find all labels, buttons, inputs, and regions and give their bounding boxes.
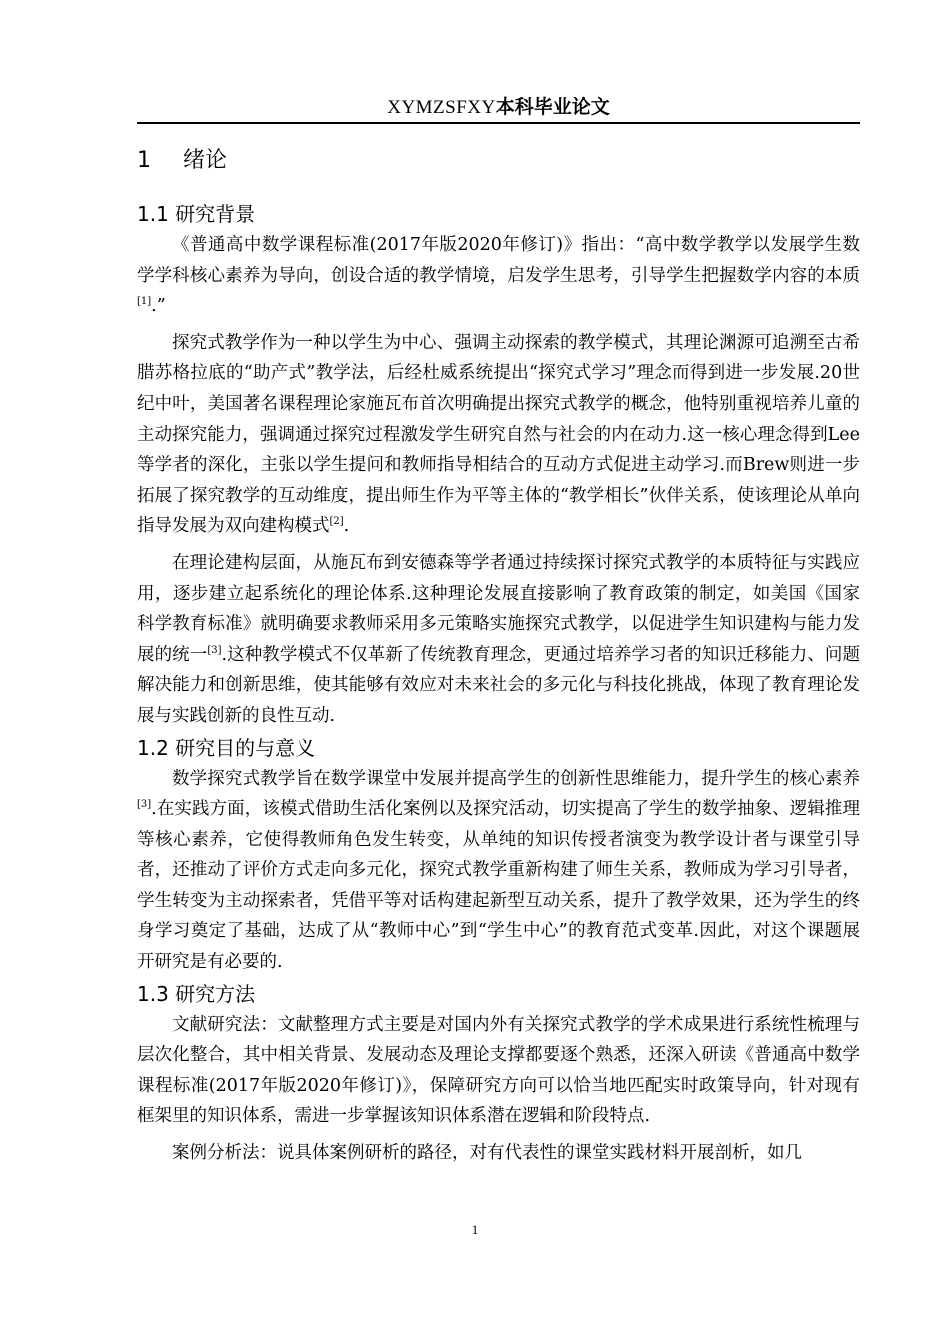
chapter-heading bbox=[137, 146, 860, 176]
section-heading: 1.1 研究背景 bbox=[137, 202, 256, 226]
paragraph: 案例分析法：说具体案例研析的路径，对有代表性的课堂实践材料开展剖析，如几 bbox=[172, 1143, 802, 1164]
paragraph: 《普通高中数学课程标准(2017年版2020年修订)》指出：“高中数学教学以发展学生数学学科核心素养为导向，创设合适的教学情境，启发学生思考，引导学生把握数学内容的本质[1].” bbox=[137, 235, 860, 317]
document-body bbox=[137, 134, 860, 1169]
paragraph: 探究式教学作为一种以学生为中心、强调主动探索的教学模式，其理论渊源可追溯至古希腊苏格拉底的“助产式”教学法，后经杜威系统提出“探究式学习”理念而得到进一步发展.20世纪中叶，美国著名课程理论家施瓦布首次明确提出探究式教学的概念，他特别重视培养儿童的主动探究能力，强调通过探究过程激发学生研究自然与社会的内在动力.这一核心理念得到Lee等学者的深化，主张以学生提问和教师指导相结合的互动方式促进主动学习.而Brew则进一步拓展了探究教学的互动维度，提出师生作为平等主体的“教学相长”伙伴关系，使该理论从单向指导发展为双向建构模式[2]. bbox=[137, 332, 860, 537]
header-title: 本科毕业论文 bbox=[495, 96, 610, 118]
paragraph: 文献研究法：文献整理方式主要是对国内外有关探究式教学的学术成果进行系统性梳理与层次化整合，其中相关背景、发展动态及理论支撑都要逐个熟悉，还深入研读《普通高中数学课程标准(2017年版2020年修订)》，保障研究方向可以恰当地匹配实时政策导向，针对现有框架里的知识体系，需进一步掌握该知识体系潜在逻辑和阶段特点. bbox=[137, 1014, 860, 1127]
chapter-number: 1 bbox=[137, 148, 151, 173]
citation: [2] bbox=[329, 516, 344, 528]
page-number: 1 bbox=[471, 1222, 479, 1237]
page-header bbox=[137, 92, 860, 124]
paragraph: 数学探究式教学旨在数学课堂中发展并提高学生的创新性思维能力，提升学生的核心素养[3].在实践方面，该模式借助生活化案例以及探究活动，切实提高了学生的数学抽象、逻辑推理等核心素养，它使得教师角色发生转变，从单纯的知识传授者演变为教学设计者与课堂引导者，还推动了评价方式走向多元化，探究式教学重新构建了师生关系，教师成为学习引导者，学生转变为主动探索者，凭借平等对话构建起新型互动关系，提升了教学效果，还为学生的终身学习奠定了基础，达成了从“教师中心”到“学生中心”的教育范式变革.因此，对这个课题展开研究是有必要的. bbox=[137, 768, 860, 973]
citation: [3] bbox=[207, 644, 222, 656]
section-heading: 1.3 研究方法 bbox=[137, 981, 256, 1006]
citation: [1] bbox=[137, 296, 152, 308]
chapter-title: 绪论 bbox=[183, 148, 228, 173]
citation: [3] bbox=[137, 799, 152, 811]
paragraph: 在理论建构层面，从施瓦布到安德森等学者通过持续探讨探究式教学的本质特征与实践应用，逐步建立起系统化的理论体系.这种理论发展直接影响了教育政策的制定，如美国《国家科学教育标准》就明确要求教师采用多元策略实施探究式教学，以促进学生知识建构与能力发展的统一[3].这种教学模式不仅革新了传统教育理念，更通过培养学习者的知识迁移能力、问题解决能力和创新思维，使其能够有效应对未来社会的多元化与科技化挑战，体现了教育理论发展与实践创新的良性互动. bbox=[137, 552, 860, 726]
section-heading: 1.2 研究目的与意义 bbox=[137, 735, 316, 760]
header-code: XYMZSFXY bbox=[387, 97, 496, 118]
